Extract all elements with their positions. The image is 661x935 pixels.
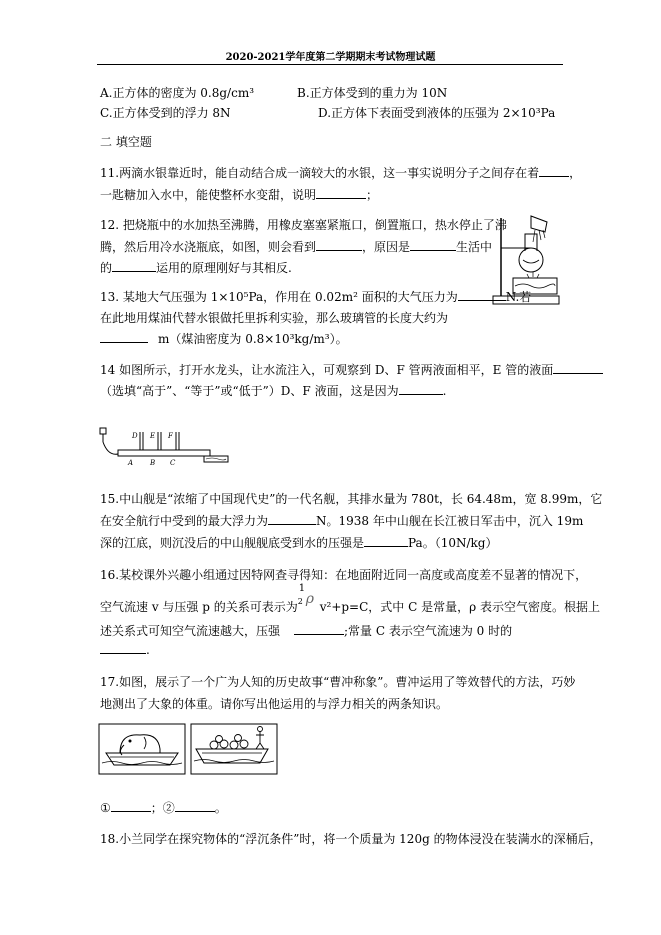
elephant-boat-figure	[98, 723, 186, 775]
stones-boat-figure	[190, 723, 278, 775]
q14-text2: （选填“高于”、“等于”或“低于”）D、F 液面，这是因为	[100, 384, 399, 398]
q11-line1	[100, 164, 581, 181]
q17-line1: 17.如图，展示了一个广为人知的历史故事“曹冲称象”。曹冲运用了等效替代的方法，巧妙	[100, 675, 576, 689]
q14-blank1[interactable]	[553, 362, 603, 374]
q13-line2: 在此地用煤油代替水银做托里拆利实验，那么玻璃管的长度大约为	[100, 311, 449, 325]
answer-end: 。	[214, 801, 227, 815]
q16-line3	[100, 622, 512, 639]
q17-answer-line	[100, 799, 227, 816]
tube-label-e: E	[150, 432, 156, 440]
q16-text3: 述关系式可知空气流速越大，压强	[100, 624, 281, 638]
pipe-label-c: C	[170, 459, 176, 467]
option-c: C.正方体受到的浮力 8N	[100, 106, 231, 120]
q16-text1: 空气流速 v 与压强 p 的关系可表示为	[100, 600, 298, 614]
q11-text2: 一匙糖加入水中，能使整杯水变甜，说明	[100, 188, 317, 202]
q12-line3	[100, 259, 292, 276]
q15-text2: N。1938 年中山舰在长江被日军击中，沉入 19m	[316, 514, 584, 528]
q11-punct2: ；	[366, 188, 379, 202]
q12-text4: 生活中	[456, 240, 493, 254]
q12-line2	[100, 238, 492, 255]
q16-text4: ;常量 C 表示空气流速为 0 时的	[344, 624, 513, 638]
rho-symbol: ρ	[305, 591, 314, 607]
q17-line2: 地测出了大象的体重。请你写出他运用的与浮力相关的两条知识。	[100, 697, 449, 711]
q13-text3: m（煤油密度为 0.8×10³kg/m³）。	[158, 332, 348, 346]
header-rule	[97, 64, 563, 65]
tube-label-d: D	[132, 432, 138, 440]
q13-blank1[interactable]	[458, 289, 506, 301]
option-a: A.正方体的密度为 0.8g/cm³	[100, 86, 255, 100]
pipe-label-b: B	[150, 459, 156, 467]
q16-line1: 16.某校课外兴趣小组通过因特网查寻得知：在地面附近同一高度或高度差不显著的情况下，	[100, 568, 588, 582]
q12-text6: 运用的原理刚好与其相反.	[156, 261, 292, 275]
q14-line2	[100, 382, 446, 399]
q11-line2	[100, 186, 378, 203]
q15-text3: 深的江底，则沉没后的中山舰舰底受到水的压强是	[100, 536, 365, 550]
q14-line1	[100, 361, 603, 378]
tube-label-f: F	[168, 432, 173, 440]
pipe-label-a: A	[128, 459, 134, 467]
q18-line1: 18.小兰同学在探究物体的“浮沉条件”时，将一个质量为 120g 的物体浸没在装满水的深桶后，	[100, 832, 602, 846]
q17-blank1[interactable]	[111, 800, 151, 812]
q12-text5: 的	[100, 261, 113, 275]
q12-blank1[interactable]	[316, 239, 362, 251]
q14-text1: 14 如图所示，打开水龙头，让水流注入，可观察到 D、F 管两液面相平，E 管的液面	[100, 363, 554, 377]
fraction-numerator: 1	[298, 583, 306, 594]
pipe-tubes-figure	[98, 420, 230, 470]
q16-line2	[100, 583, 600, 615]
q11-punct1: ，	[569, 166, 582, 180]
q17-blank2[interactable]	[175, 800, 215, 812]
q13-text2: N.若	[505, 290, 532, 304]
q12-blank3[interactable]	[112, 260, 156, 272]
option-b: B.正方体受到的重力为 10N	[297, 86, 448, 100]
q15-line3	[100, 534, 497, 551]
answer-separator: ；	[150, 801, 163, 815]
q15-blank1[interactable]	[268, 513, 316, 525]
q16-blank2[interactable]	[100, 642, 146, 654]
q15-line1: 15.中山舰是“浓缩了中国现代史”的一代名舰，其排水量为 780t，长 64.48m，宽 8.99m，它	[100, 492, 603, 506]
q15-blank2[interactable]	[364, 535, 408, 547]
q11-blank1[interactable]	[539, 165, 569, 177]
q11-blank2[interactable]	[316, 187, 366, 199]
q15-text1: 在安全航行中受到的最大浮力为	[100, 514, 269, 528]
q14-blank2[interactable]	[399, 383, 443, 395]
q13-line1	[100, 288, 531, 305]
q13-line3	[100, 330, 348, 347]
page-header: 2020-2021学年度第二学期期末考试物理试题	[225, 52, 436, 63]
q12-text3: ，原因是	[362, 240, 411, 254]
q16-text2: v²+p=C，式中 C 是常量，ρ 表示空气密度。根据上	[319, 600, 600, 614]
section-title: 二 填空题	[100, 135, 152, 149]
q16-blank1[interactable]	[294, 623, 344, 635]
q16-text5: .	[146, 643, 150, 657]
q12-line1: 12. 把烧瓶中的水加热至沸腾，用橡皮塞塞紧瓶口，倒置瓶口，热水停止了沸	[100, 218, 507, 232]
q15-text4: Pa。（10N/kg）	[408, 536, 498, 550]
fraction-denominator: 2	[297, 597, 303, 606]
half-rho-fraction	[297, 583, 320, 611]
answer-marker-2: ②	[162, 801, 175, 815]
q14-text3: .	[442, 384, 447, 398]
q11-text1: 11.两滴水银靠近时，能自动结合成一滴较大的水银，这一事实说明分子之间存在着	[100, 166, 540, 180]
q13-blank2[interactable]	[100, 331, 148, 343]
option-d: D.正方体下表面受到液体的压强为 2×10³Pa	[318, 106, 556, 120]
q16-line4	[100, 642, 150, 657]
q13-text1: 13. 某地大气压强为 1×10⁵Pa，作用在 0.02m² 面积的大气压力为	[100, 290, 458, 304]
q12-blank2[interactable]	[410, 239, 456, 251]
q12-text2: 腾，然后用冷水浇瓶底，如图，则会看到	[100, 240, 317, 254]
q15-line2	[100, 512, 583, 529]
answer-marker-1: ①	[100, 801, 111, 815]
